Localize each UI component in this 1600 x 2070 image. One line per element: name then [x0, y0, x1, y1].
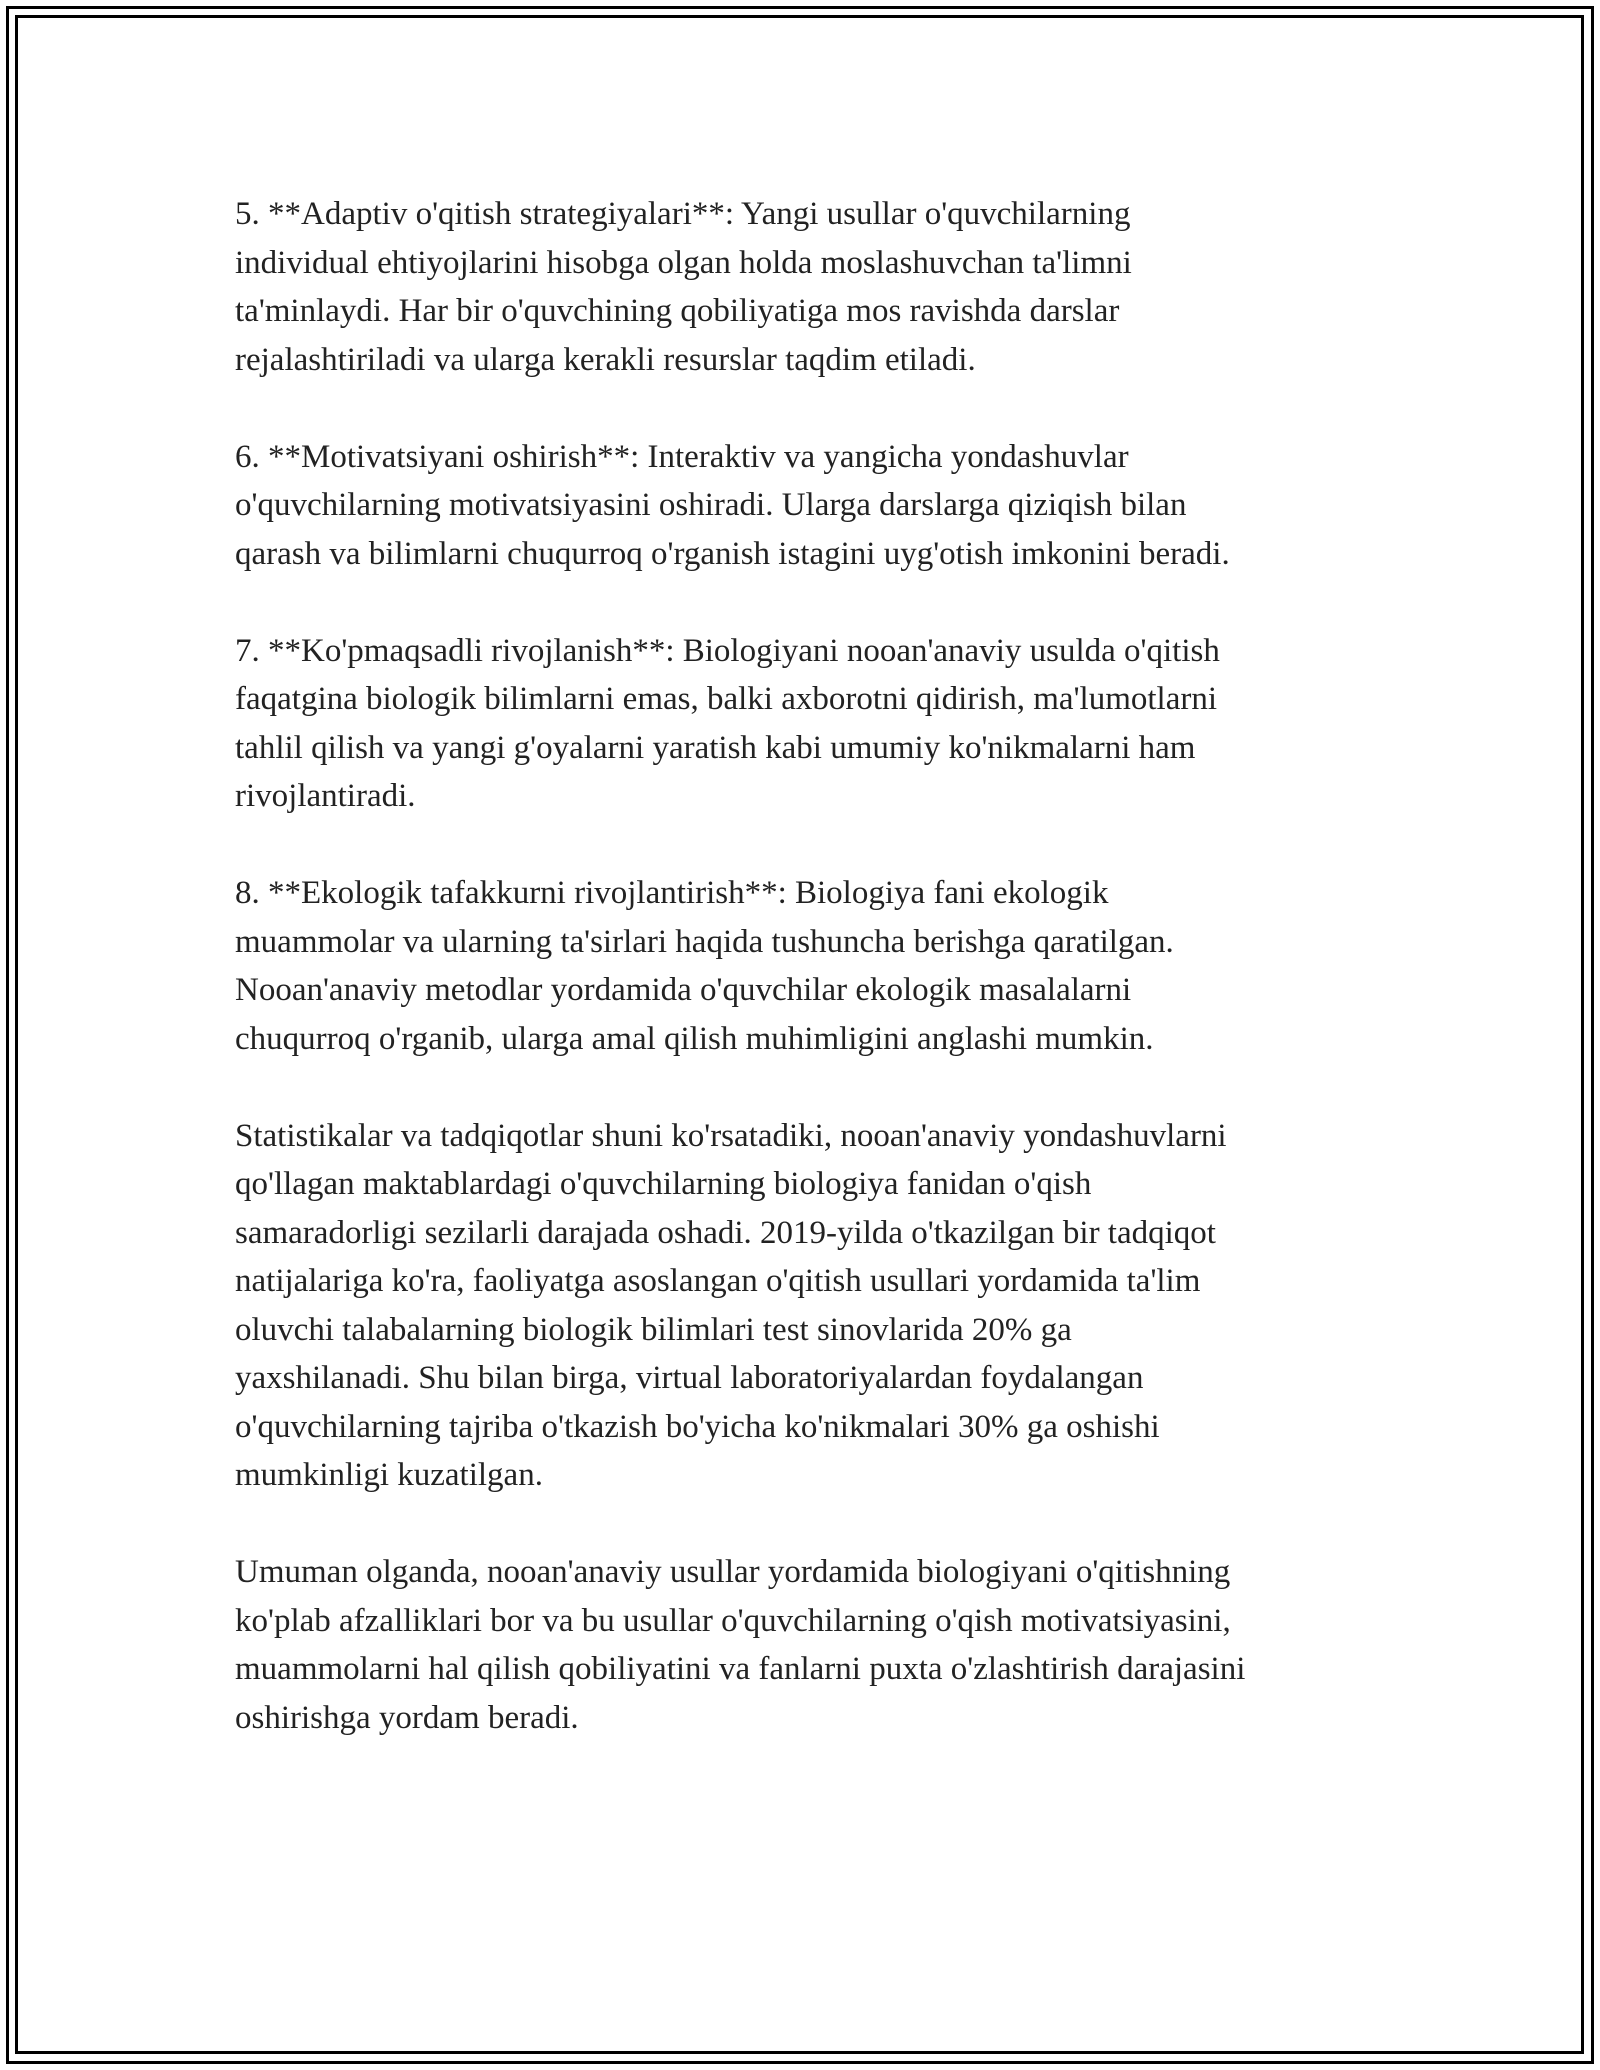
text-line: yaxshilanadi. Shu bilan birga, virtual laboratoriyalardan foydalangan — [235, 1360, 1144, 1396]
text-line: 6. **Motivatsiyani oshirish**: Interaktiv va yangicha yondashuvlar — [235, 438, 1129, 475]
text-line: Umuman olganda, nooan'anaviy usullar yordamida biologiyani o'qitishning — [235, 1554, 1231, 1590]
text-line: rivojlantiradi. — [235, 778, 416, 814]
text-line: faqatgina biologik bilimlarni emas, balki axborotni qidirish, ma'lumotlarni — [235, 681, 1218, 717]
text-line: ko'plab afzalliklari bor va bu usullar o'quvchilarning o'qish motivatsiyasini, — [235, 1602, 1231, 1639]
text-line: 8. **Ekologik tafakkurni rivojlantirish**: Biologiya fani ekologik — [235, 875, 1109, 911]
paragraph-multipurpose-development — [235, 627, 1375, 821]
text-line: natijalariga ko'ra, faoliyatga asoslangan o'qitish usullari yordamida ta'lim — [235, 1263, 1201, 1299]
text-line: rejalashtiriladi va ularga kerakli resurslar taqdim etiladi. — [235, 341, 976, 378]
text-line: 5. **Adaptiv o'qitish strategiyalari**: Yangi usullar o'quvchilarning — [235, 196, 1131, 232]
paragraph-ecological-thinking — [235, 869, 1375, 1063]
text-line: oluvchi talabalarning biologik bilimlari test sinovlarida 20% ga — [235, 1311, 1072, 1348]
text-line: qo'llagan maktablardagi o'quvchilarning biologiya fanidan o'qish — [235, 1166, 1092, 1202]
text-line: muammolarni hal qilish qobiliyatini va fanlarni puxta o'zlashtirish darajasini — [235, 1651, 1246, 1687]
document-body — [235, 190, 1375, 1791]
text-line: o'quvchilarning tajriba o'tkazish bo'yicha ko'nikmalari 30% ga oshishi — [235, 1408, 1160, 1445]
paragraph-motivation — [235, 433, 1375, 579]
text-line: tahlil qilish va yangi g'oyalarni yaratish kabi umumiy ko'nikmalarni ham — [235, 729, 1196, 766]
paragraph-statistics — [235, 1112, 1375, 1500]
text-line: mumkinligi kuzatilgan. — [235, 1457, 543, 1493]
text-line: Statistikalar va tadqiqotlar shuni ko'rsatadiki, nooan'anaviy yondashuvlarni — [235, 1117, 1227, 1154]
text-line: Nooan'anaviy metodlar yordamida o'quvchilar ekologik masalalarni — [235, 972, 1132, 1008]
text-line: 7. **Ko'pmaqsadli rivojlanish**: Biologiyani nooan'anaviy usulda o'qitish — [235, 632, 1220, 669]
text-line: o'quvchilarning motivatsiyasini oshiradi. Ularga darslarga qiziqish bilan — [235, 487, 1187, 523]
text-line: ta'minlaydi. Har bir o'quvchining qobiliyatiga mos ravishda darslar — [235, 293, 1120, 329]
text-line: samaradorligi sezilarli darajada oshadi. 2019-yilda o'tkazilgan bir tadqiqot — [235, 1214, 1216, 1251]
paragraph-adaptive-strategies — [235, 190, 1375, 384]
paragraph-conclusion — [235, 1548, 1375, 1742]
text-line: qarash va bilimlarni chuqurroq o'rganish istagini uyg'otish imkonini beradi. — [235, 535, 1230, 572]
text-line: oshirishga yordam beradi. — [235, 1699, 579, 1736]
text-line: muammolar va ularning ta'sirlari haqida tushuncha berishga qaratilgan. — [235, 923, 1174, 960]
text-line: chuqurroq o'rganib, ularga amal qilish muhimligini anglashi mumkin. — [235, 1020, 1154, 1057]
text-line: individual ehtiyojlarini hisobga olgan holda moslashuvchan ta'limni — [235, 244, 1132, 281]
